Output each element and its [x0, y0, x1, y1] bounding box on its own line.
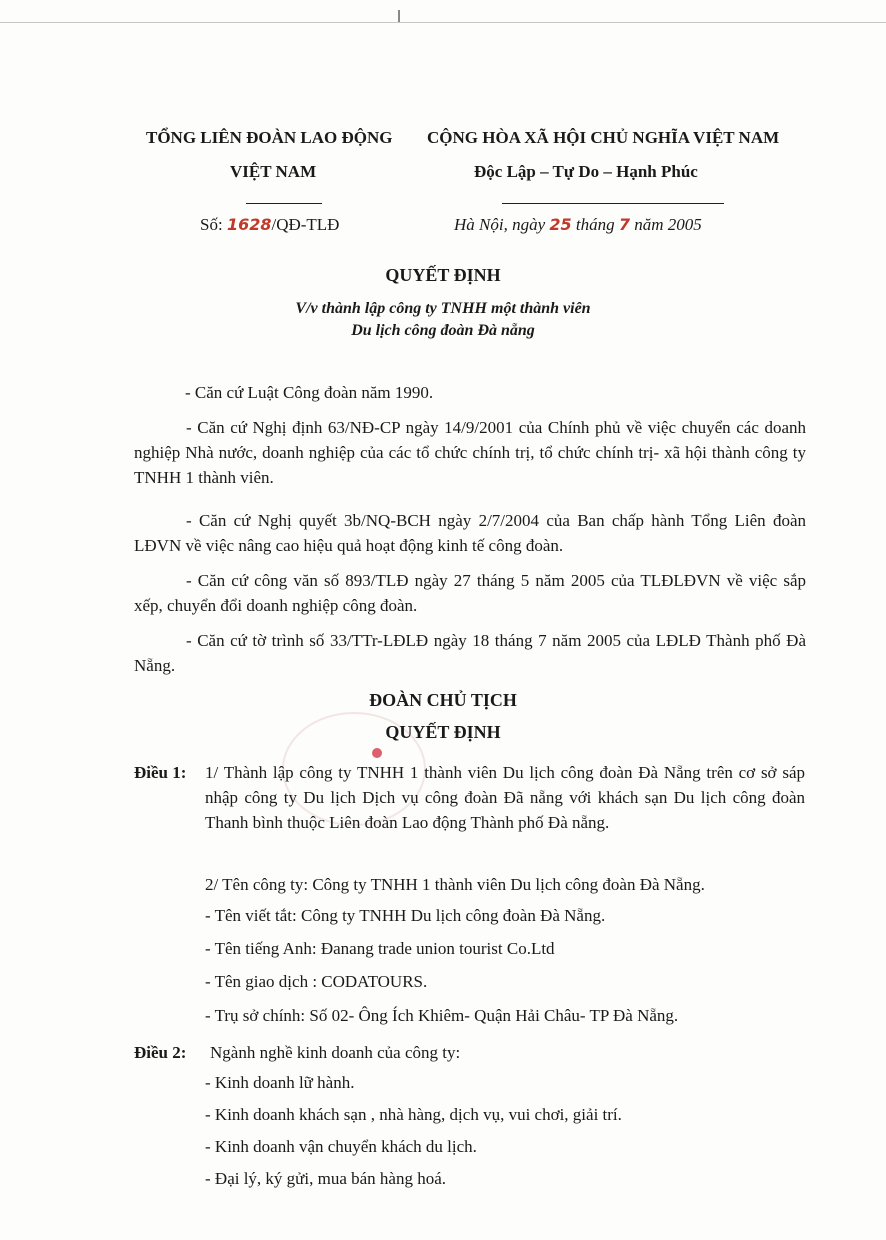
subject-line-1: V/v thành lập công ty TNHH một thành viên [295, 300, 591, 317]
seal-mark [372, 748, 382, 758]
date-day-handwritten: 25 [549, 215, 572, 234]
date-line [454, 212, 702, 237]
org-name-line2: VIỆT NAM [230, 162, 317, 181]
doc-number [200, 212, 339, 237]
article-1-trade-name: - Tên giao dịch : CODATOURS. [205, 972, 428, 991]
article-1-head-office: - Trụ sở chính: Số 02- Ông Ích Khiêm- Quận Hải Châu- TP Đà Nẵng. [205, 1006, 679, 1025]
article-1-short-name: - Tên viết tắt: Công ty TNHH Du lịch công đoàn Đà Nẵng. [205, 906, 606, 925]
article-2-item: - Kinh doanh lữ hành. [205, 1073, 355, 1092]
preamble-item: - Căn cứ Nghị quyết 3b/NQ-BCH ngày 2/7/2004 của Ban chấp hành Tổng Liên đoàn LĐVN về việc nâng cao hiệu quả hoạt động kinh tế công đoàn. [134, 511, 806, 555]
header-left-rule [246, 203, 322, 204]
preamble-item: - Căn cứ Luật Công đoàn năm 1990. [185, 383, 434, 402]
scan-mark [398, 10, 400, 22]
document-title: QUYẾT ĐỊNH [385, 265, 501, 285]
article-1-english-name: - Tên tiếng Anh: Đanang trade union tourist Co.Ltd [205, 939, 555, 958]
doc-number-handwritten: 1628 [226, 215, 272, 234]
doc-number-suffix: /QĐ-TLĐ [271, 215, 340, 234]
country-name: CỘNG HÒA XÃ HỘI CHỦ NGHĨA VIỆT NAM [427, 128, 780, 147]
header-right-rule [502, 203, 724, 204]
article-2-item: - Đại lý, ký gửi, mua bán hàng hoá. [205, 1169, 447, 1188]
scan-edge-line [0, 22, 886, 23]
motto: Độc Lập – Tự Do – Hạnh Phúc [474, 162, 698, 181]
issuing-body-heading: ĐOÀN CHỦ TỊCH [369, 690, 517, 710]
date-place: Hà Nội, ngày [454, 215, 546, 234]
subject-line-2: Du lịch công đoàn Đà nẵng [351, 322, 535, 339]
decision-heading: QUYẾT ĐỊNH [385, 722, 501, 742]
doc-number-prefix: Số: [200, 215, 223, 234]
article-1-label: Điều 1: [134, 763, 187, 782]
preamble-item: - Căn cứ Nghị định 63/NĐ-CP ngày 14/9/2001 của Chính phủ về việc chuyển các doanh nghiệp Nhà nước, doanh nghiệp của các tổ chức chính trị, tổ chức chính trị- xã hội thành công ty TNHH 1 thành viên. [134, 418, 806, 487]
preamble-item: - Căn cứ tờ trình số 33/TTr-LĐLĐ ngày 18 tháng 7 năm 2005 của LĐLĐ Thành phố Đà Nẵng. [134, 631, 806, 675]
date-year: năm 2005 [634, 215, 702, 234]
article-2-label: Điều 2: [134, 1043, 187, 1062]
article-1-item-2: 2/ Tên công ty: Công ty TNHH 1 thành viên Du lịch công đoàn Đà Nẵng. [205, 875, 705, 894]
preamble-item: - Căn cứ công văn số 893/TLĐ ngày 27 tháng 5 năm 2005 của TLĐLĐVN về việc sắp xếp, chuyển đổi doanh nghiệp công đoàn. [134, 571, 806, 615]
date-month-word: tháng [575, 215, 615, 234]
article-2-intro: Ngành nghề kinh doanh của công ty: [210, 1043, 461, 1062]
article-2-item: - Kinh doanh vận chuyển khách du lịch. [205, 1137, 477, 1156]
org-name-line1: TỔNG LIÊN ĐOÀN LAO ĐỘNG [146, 128, 393, 147]
date-month-handwritten: 7 [618, 215, 631, 234]
article-1-item-1: 1/ Thành lập công ty TNHH 1 thành viên Du lịch công đoàn Đà Nẵng trên cơ sở sáp nhập công ty Du lịch Dịch vụ công đoàn Đã nẵng với khách sạn Du lịch công đoàn Thanh bình thuộc Liên đoàn Lao động Thành phố Đà nẵng. [205, 763, 805, 832]
article-2-item: - Kinh doanh khách sạn , nhà hàng, dịch vụ, vui chơi, giải trí. [205, 1105, 622, 1124]
